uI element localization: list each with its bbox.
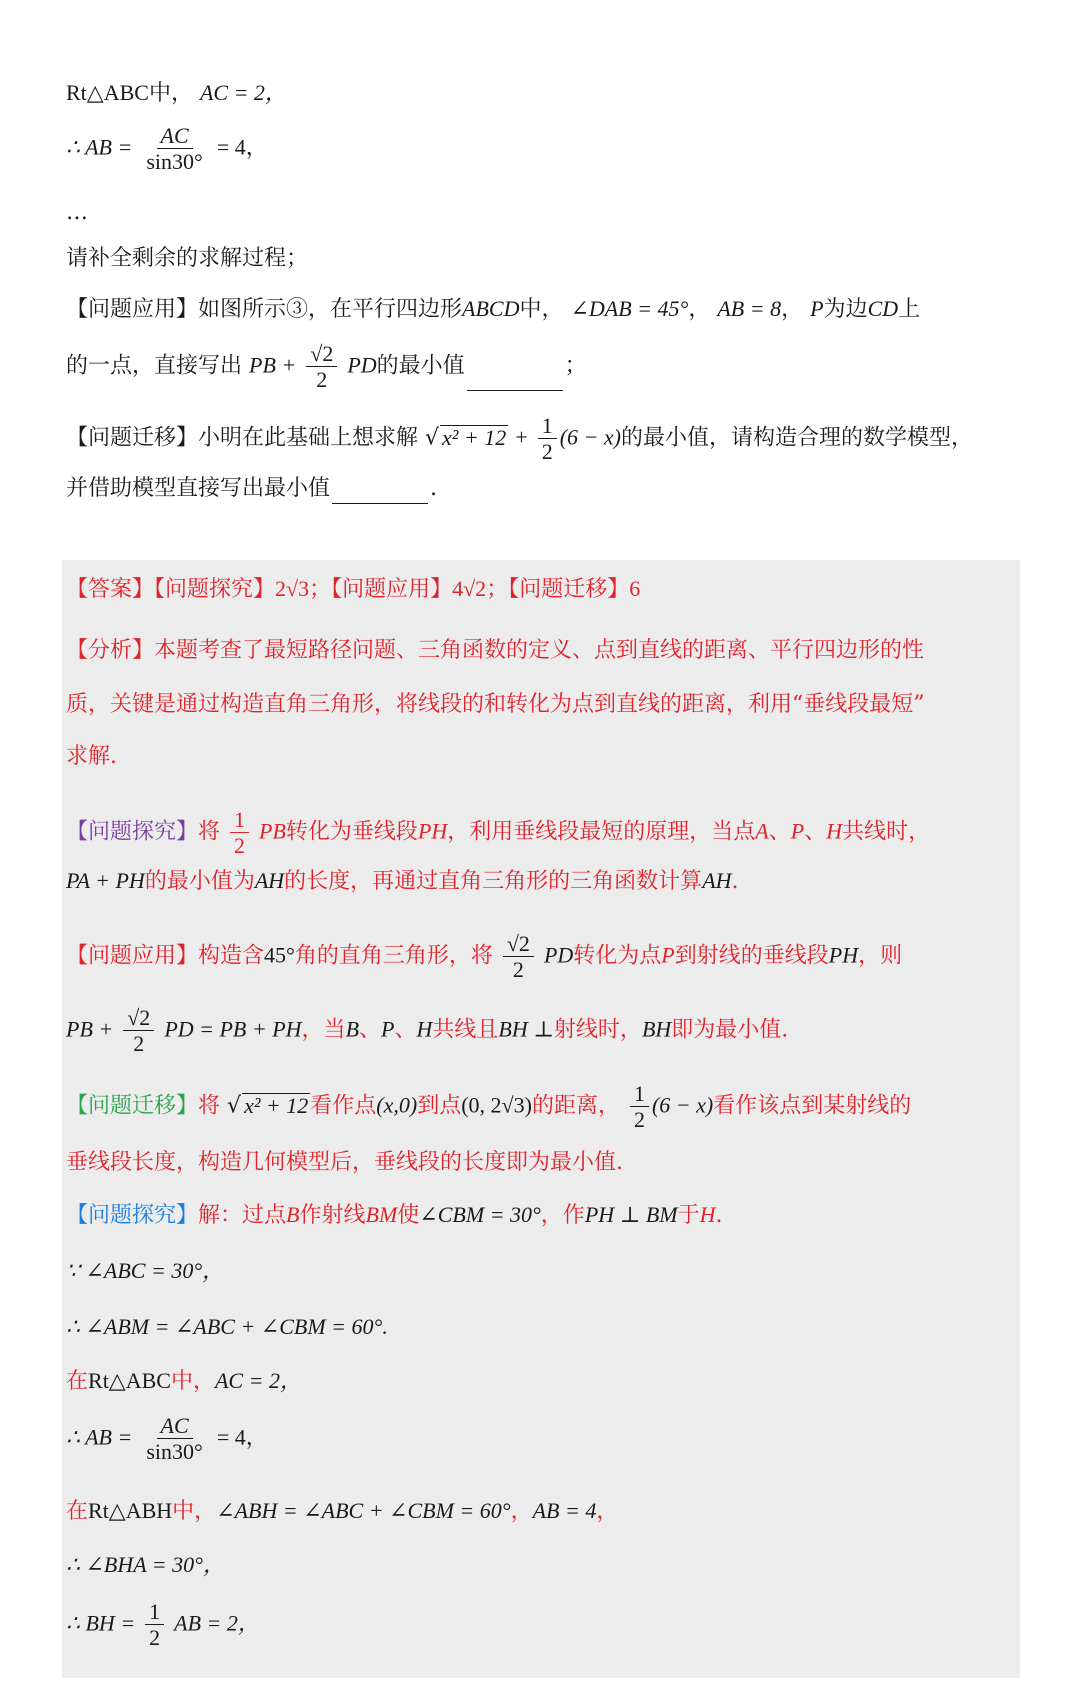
- problem-line-1: Rt△ABC中， AC = 2，: [66, 80, 287, 106]
- problem-application-2: 的一点，直接写出 PB + $\frac{√2}{2}$ PD的最小值 ；: [66, 341, 587, 393]
- fraction-sqrt2-over-2: $\frac{√2}{2}$: [306, 342, 337, 391]
- step-3: 在Rt△ABC中，AC = 2，: [66, 1368, 302, 1394]
- problem-instruction: 请补全剩余的求解过程；: [66, 246, 309, 271]
- fraction: $\frac{AC}{\sin 30^\circ}$: [146, 123, 203, 175]
- step-2: ∴ ∠ABM = ∠ABC + ∠CBM = 60°.: [66, 1314, 388, 1339]
- answer-blank-1[interactable]: [467, 368, 563, 391]
- solve-line: 【问题探究】解：过点B作射线BM使∠CBM = 30°，作PH ⊥ BM于H.: [66, 1202, 723, 1228]
- problem-application: 【问题应用】如图所示③，在平行四边形ABCD中， ∠DAB = 45°， AB = 8， P为边CD上: [66, 296, 921, 322]
- problem-migration-2: 并借助模型直接写出最小值 .: [66, 474, 437, 504]
- answer-blank-2[interactable]: [332, 481, 428, 504]
- step-6: ∴ ∠BHA = 30°，: [66, 1552, 225, 1577]
- step-1: ∵ ∠ABC = 30°，: [66, 1258, 225, 1283]
- step-4: ∴ AB = $\frac{AC}{\sin 30^\circ}$ = 4，: [66, 1413, 268, 1465]
- answer-line: 【答案】【问题探究】2√3；【问题应用】4√2；【问题迁移】6: [66, 576, 641, 602]
- explore-line-1: 【问题探究】将 $\frac{1}{2}$ PB转化为垂线段PH，利用垂线段最短的原理，当点A、P、H共线时，: [66, 807, 931, 859]
- explore-tag: 【问题探究】: [66, 819, 199, 845]
- solve-tag: 【问题探究】: [66, 1203, 199, 1228]
- ellipsis: …: [66, 200, 88, 225]
- radical: x² + 12: [442, 424, 507, 450]
- apply-line-2: PB + $\frac{√2}{2}$ PD = PB + PH，当B、P、H共线且BH ⊥射线时，BH即为最小值.: [66, 1005, 789, 1057]
- problem-migration: 【问题迁移】小明在此基础上想求解 √ x² + 12 + $\frac{1}{2}$ (6 − x)的最小值，请构造合理的数学模型，: [66, 413, 973, 465]
- analysis-line-2: 质，关键是通过构造直角三角形，将线段的和转化为点到直线的距离，利用“垂线段最短”: [66, 692, 925, 717]
- fraction-one-half: $\frac{1}{2}$: [538, 414, 557, 463]
- migrate-tag: 【问题迁移】: [66, 1093, 199, 1119]
- step-5: 在Rt△ABH中，∠ABH = ∠ABC + ∠CBM = 60°，AB = 4，: [66, 1498, 619, 1524]
- analysis-line-1: 【分析】本题考查了最短路径问题、三角函数的定义、点到直线的距离、平行四边形的性: [66, 638, 925, 663]
- step-7: ∴ BH = $\frac{1}{2}$ AB = 2，: [66, 1599, 260, 1651]
- analysis-line-3: 求解.: [66, 744, 117, 769]
- apply-line-1: 【问题应用】构造含45°角的直角三角形，将 $\frac{√2}{2}$ PD转化为点P到射线的垂线段PH，则: [66, 931, 903, 983]
- migrate-line-1: 【问题迁移】将 √ x² + 12看作点(x,0)到点(0, 2√3)的距离， $\frac{1}{2}$ (6 − x)看作该点到某射线的: [66, 1081, 912, 1133]
- migrate-line-2: 垂线段长度，构造几何模型后，垂线段的长度即为最小值.: [66, 1150, 623, 1175]
- problem-line-2: ∴ AB = $\frac{AC}{\sin 30^\circ}$ = 4，: [66, 123, 268, 175]
- explore-line-2: PA + PH的最小值为AH的长度，再通过直角三角形的三角函数计算AH.: [66, 868, 739, 894]
